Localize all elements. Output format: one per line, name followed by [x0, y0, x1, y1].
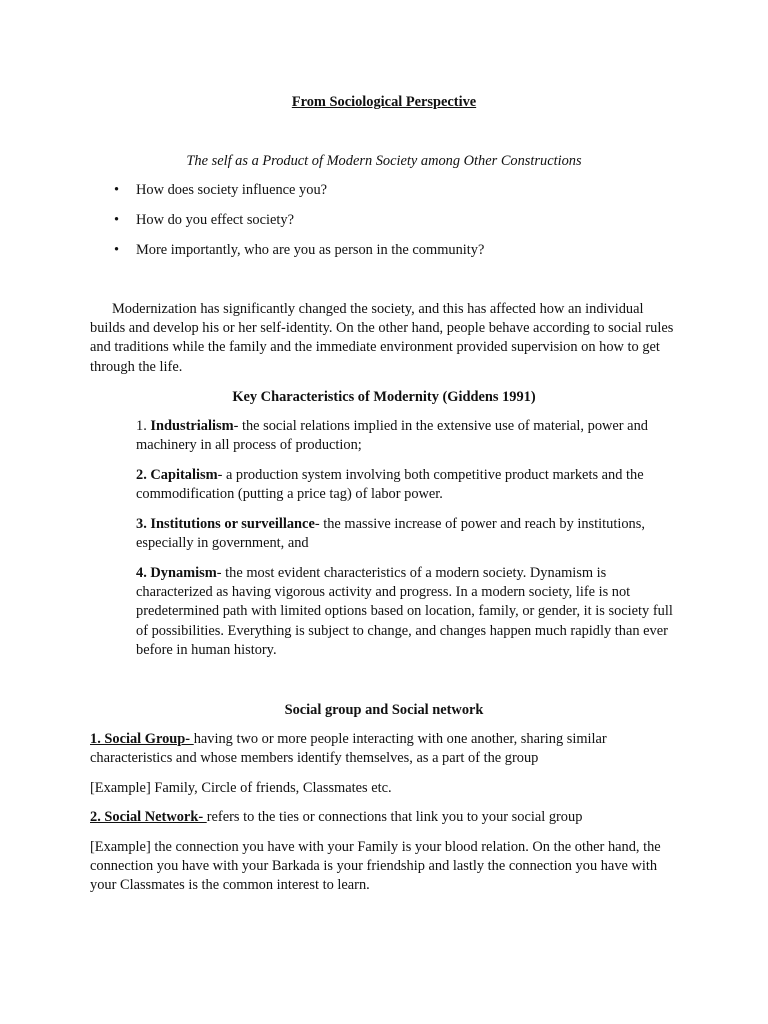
bullet-icon: •	[114, 242, 120, 258]
list-item	[114, 211, 734, 230]
item-prefix: 1.	[136, 418, 151, 434]
social-network-label: 2. Social Network-	[90, 809, 207, 825]
list-item	[114, 181, 734, 200]
social-group-text: having two or more people interacting with one another, sharing similar characteristics and whose members identify themselves, as a part of the group	[90, 731, 607, 767]
bullet-text: More importantly, who are you as person in the community?	[136, 242, 485, 258]
item-label: 2. Capitalism	[136, 467, 218, 483]
social-network-example: [Example] the connection you have with your Family is your blood relation. On the other hand, the connection you have with your Barkada is your friendship and lastly the connection you have with your Classmates is the common interest to learn.	[90, 839, 661, 894]
modernity-item-institutions	[136, 515, 681, 553]
item-label: 4. Dynamism	[136, 565, 217, 581]
social-heading: Social group and Social network	[284, 702, 484, 718]
modernity-item-industrialism	[136, 417, 681, 455]
intro-paragraph: Modernization has significantly changed the society, and this has affected how an individual builds and develop his or her self-identity. On the other hand, people behave according to social rules and traditions while the family and the immediate environment provided supervision on how to get through the life.	[90, 301, 674, 375]
item-text: - the social relations implied in the extensive use of material, power and machinery in all process of production;	[136, 418, 648, 454]
bullet-text: How does society influence you?	[136, 182, 328, 198]
social-network-text: refers to the ties or connections that link you to your social group	[206, 809, 583, 825]
social-network-definition	[90, 808, 676, 827]
item-label: 3. Institutions or surveillance	[136, 516, 315, 532]
social-group-definition	[90, 730, 676, 768]
modernity-item-capitalism	[136, 466, 681, 504]
item-text: - a production system involving both competitive product markets and the commodification (putting a price tag) of labor power.	[136, 467, 644, 503]
social-group-example: [Example] Family, Circle of friends, Classmates etc.	[90, 780, 392, 796]
modernity-item-dynamism	[136, 564, 681, 660]
bullet-text: How do you effect society?	[136, 212, 294, 228]
bullet-icon: •	[114, 212, 120, 228]
page-subtitle: The self as a Product of Modern Society among Other Constructions	[186, 153, 582, 169]
item-text: - the massive increase of power and reach by institutions, especially in government, and	[136, 516, 645, 552]
item-text: - the most evident characteristics of a modern society. Dynamism is characterized as having vigorous activity and progress. In a modern society, life is not predetermined path with limited options based on location, family, or gender, it is society full of possibilities. Everything is subject to change, and changes happen much rapidly than ever before in human history.	[136, 565, 673, 658]
bullet-icon: •	[114, 182, 120, 198]
item-label: Industrialism	[150, 418, 234, 434]
list-item	[114, 241, 734, 260]
page-title: From Sociological Perspective	[291, 94, 477, 110]
modernity-heading: Key Characteristics of Modernity (Giddens 1991)	[232, 389, 536, 405]
social-group-label: 1. Social Group-	[90, 731, 194, 747]
